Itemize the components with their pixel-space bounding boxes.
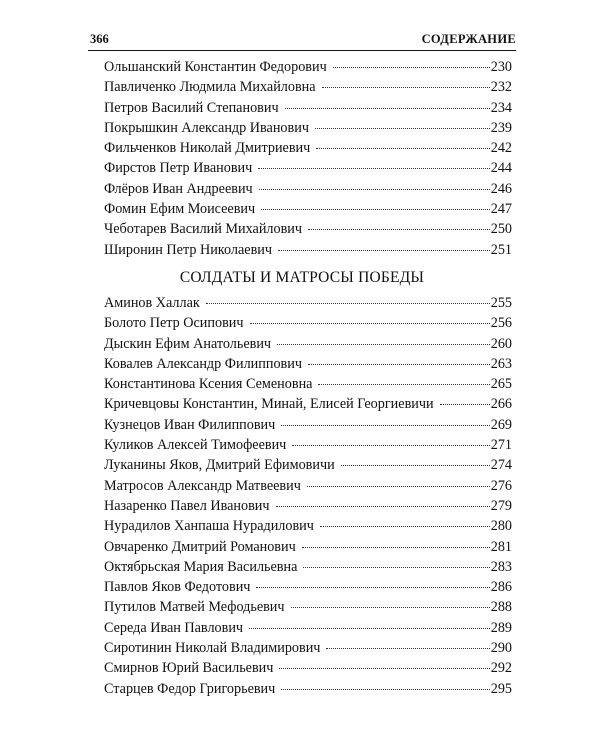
dot-leader: [292, 445, 489, 446]
entry-name: Фомин Ефим Моисеевич: [104, 201, 256, 218]
toc-entry: [104, 681, 512, 701]
entry-page-number: 266: [490, 396, 512, 413]
entry-page-number: 269: [490, 416, 512, 433]
toc-entry: [104, 640, 512, 660]
entry-page-number: 265: [490, 376, 512, 393]
running-header: [88, 32, 516, 51]
toc-entry: [104, 396, 512, 416]
entry-name: Дыскин Ефим Анатольевич: [104, 335, 272, 352]
toc-entry: [104, 518, 512, 538]
dot-leader: [279, 668, 489, 669]
entry-page-number: 271: [490, 437, 512, 454]
toc-entry: [104, 100, 512, 120]
dot-leader: [440, 404, 490, 405]
entry-name: Чеботарев Василий Михайлович: [104, 221, 303, 238]
toc-entry: [104, 376, 512, 396]
entry-page-number: 250: [490, 221, 512, 238]
dot-leader: [261, 209, 490, 210]
toc-entry: [104, 539, 512, 559]
entry-name: Куликов Алексей Тимофеевич: [104, 437, 287, 454]
entry-page-number: 281: [490, 538, 512, 555]
toc-entry: [104, 498, 512, 518]
entry-name: Смирнов Юрий Васильевич: [104, 660, 274, 677]
toc-entry: [104, 79, 512, 99]
page-number: 366: [90, 32, 109, 46]
toc-entry: [104, 579, 512, 599]
header-title: СОДЕРЖАНИЕ: [421, 32, 516, 46]
entry-name: Сиротинин Николай Владимирович: [104, 640, 321, 657]
dot-leader: [322, 87, 490, 88]
entry-page-number: 289: [490, 619, 512, 636]
entry-name: Октябрьская Мария Васильевна: [104, 558, 298, 575]
toc-entry: [104, 620, 512, 640]
entry-name: Аминов Халлак: [104, 295, 200, 311]
toc-entry: [104, 559, 512, 579]
entry-page-number: 247: [490, 201, 512, 218]
entry-page-number: 234: [490, 99, 512, 116]
dot-leader: [285, 108, 490, 109]
toc-entry: [104, 140, 512, 160]
dot-leader: [307, 486, 490, 487]
entry-name: Петров Василий Степанович: [104, 99, 279, 116]
entry-name: Матросов Александр Матвеевич: [104, 477, 301, 494]
dot-leader: [281, 425, 489, 426]
entry-name: Константинова Ксения Семеновна: [104, 376, 313, 393]
entry-name: Павличенко Людмила Михайловна: [104, 79, 316, 96]
dot-leader: [256, 587, 489, 588]
entry-page-number: 283: [490, 558, 512, 575]
dot-leader: [250, 323, 490, 324]
entry-name: Ольшанский Константин Федорович: [104, 59, 327, 75]
entry-page-number: 286: [490, 579, 512, 596]
entry-name: Старцев Федор Григорьевич: [104, 680, 276, 697]
toc-entry: [104, 336, 512, 356]
entry-name: Нурадилов Ханпаша Нурадилович: [104, 518, 314, 535]
entry-page-number: 295: [490, 680, 512, 697]
entry-page-number: 255: [490, 295, 512, 311]
entry-page-number: 244: [490, 160, 512, 177]
entry-name: Ковалев Александр Филиппович: [104, 355, 302, 372]
entry-page-number: 251: [490, 241, 512, 258]
dot-leader: [276, 506, 490, 507]
entry-page-number: 292: [490, 660, 512, 677]
toc-list-top: [104, 59, 512, 262]
entry-page-number: 256: [490, 315, 512, 332]
entry-page-number: 263: [490, 355, 512, 372]
entry-name: Овчаренко Дмитрий Романович: [104, 538, 296, 555]
entry-name: Широнин Петр Николаевич: [104, 241, 272, 258]
entry-page-number: 246: [490, 180, 512, 197]
entry-name: Флёров Иван Андреевич: [104, 180, 253, 197]
entry-name: Фирстов Петр Иванович: [104, 160, 253, 177]
dot-leader: [249, 628, 490, 629]
dot-leader: [316, 148, 489, 149]
toc-entry: [104, 457, 512, 477]
entry-name: Фильченков Николай Дмитриевич: [104, 140, 311, 157]
toc-entry: [104, 478, 512, 498]
dot-leader: [258, 168, 489, 169]
dot-leader: [259, 189, 490, 190]
entry-page-number: 239: [490, 119, 512, 136]
entry-page-number: 290: [490, 640, 512, 657]
toc-entry: [104, 120, 512, 140]
entry-page-number: 260: [490, 335, 512, 352]
entry-page-number: 288: [490, 599, 512, 616]
dot-leader: [333, 67, 490, 68]
dot-leader: [303, 567, 489, 568]
toc-entry: [104, 201, 512, 221]
toc-entry: [104, 59, 512, 79]
dot-leader: [278, 250, 490, 251]
entry-page-number: 274: [490, 457, 512, 474]
entry-name: Луканины Яков, Дмитрий Ефимовичи: [104, 457, 335, 474]
toc-entry: [104, 295, 512, 315]
dot-leader: [318, 384, 489, 385]
dot-leader: [281, 689, 489, 690]
dot-leader: [315, 128, 490, 129]
entry-name: Кузнецов Иван Филиппович: [104, 416, 276, 433]
toc-entry: [104, 599, 512, 619]
toc-entry: [104, 160, 512, 180]
dot-leader: [308, 364, 490, 365]
entry-name: Середа Иван Павлович: [104, 619, 244, 636]
entry-name: Покрышкин Александр Иванович: [104, 119, 309, 136]
document-page: [88, 0, 516, 750]
toc-entry: [104, 437, 512, 457]
toc-entry: [104, 181, 512, 201]
toc-entry: [104, 417, 512, 437]
entry-page-number: 276: [490, 477, 512, 494]
dot-leader: [308, 229, 490, 230]
entry-page-number: 279: [490, 497, 512, 514]
entry-name: Кричевцовы Константин, Минай, Елисей Георгиевичи: [104, 396, 434, 413]
dot-leader: [320, 526, 490, 527]
dot-leader: [302, 547, 490, 548]
entry-page-number: 242: [490, 140, 512, 157]
entry-name: Назаренко Павел Иванович: [104, 497, 270, 514]
dot-leader: [326, 648, 489, 649]
dot-leader: [277, 344, 490, 345]
section-title: СОЛДАТЫ И МАТРОСЫ ПОБЕДЫ: [179, 269, 425, 286]
entry-name: Путилов Матвей Мефодьевич: [104, 599, 285, 616]
dot-leader: [291, 607, 490, 608]
entry-page-number: 232: [490, 79, 512, 96]
toc-entry: [104, 315, 512, 335]
entry-name: Павлов Яков Федотович: [104, 579, 251, 596]
toc-list-bottom: [104, 295, 512, 701]
dot-leader: [206, 303, 490, 304]
entry-page-number: 280: [490, 518, 512, 535]
toc-entry: [104, 660, 512, 680]
toc-entry: [104, 356, 512, 376]
toc-entry: [104, 242, 512, 262]
dot-leader: [341, 465, 490, 466]
toc-entry: [104, 221, 512, 241]
entry-page-number: 230: [490, 59, 512, 75]
entry-name: Болото Петр Осипович: [104, 315, 244, 332]
